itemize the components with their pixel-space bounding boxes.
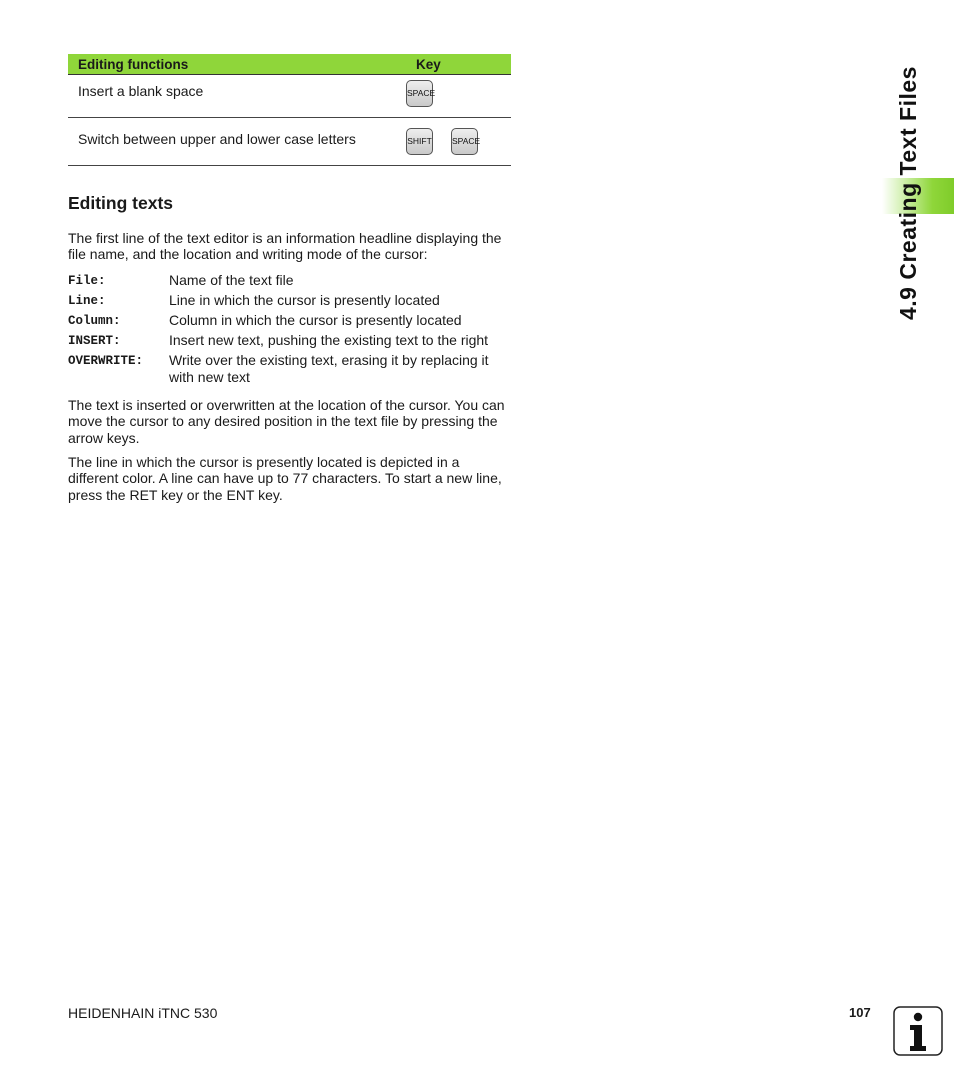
table-header-row bbox=[68, 54, 511, 75]
intro-paragraph: The first line of the text editor is an information headline displaying the file name, and the location and writing mode of the cursor: bbox=[68, 230, 502, 263]
definition-row bbox=[68, 312, 513, 329]
definition-desc: Line in which the cursor is presently located bbox=[169, 292, 440, 309]
definition-row bbox=[68, 292, 513, 309]
shift-key-icon: SHIFT bbox=[406, 128, 433, 155]
definition-term: INSERT: bbox=[68, 334, 121, 349]
definition-list bbox=[68, 272, 513, 388]
header-key: Key bbox=[406, 54, 511, 75]
space-key-icon: SPACE bbox=[451, 128, 478, 155]
table-row bbox=[68, 75, 511, 118]
info-icon bbox=[893, 1006, 943, 1056]
definition-desc: Name of the text file bbox=[169, 272, 294, 288]
definition-term: Column: bbox=[68, 314, 121, 329]
page-number: 107 bbox=[849, 1005, 871, 1020]
row-label: Switch between upper and lower case letters bbox=[68, 118, 406, 166]
space-key-icon: SPACE bbox=[406, 80, 433, 107]
editing-functions-table bbox=[68, 54, 511, 166]
definition-term: Line: bbox=[68, 294, 106, 309]
cursor-paragraph: The text is inserted or overwritten at the location of the cursor. You can move the cursor to any desired position in the text file by pressing the arrow keys. bbox=[68, 397, 505, 446]
definition-row bbox=[68, 352, 513, 385]
definition-row bbox=[68, 272, 513, 289]
row-keys bbox=[406, 118, 511, 166]
definition-row bbox=[68, 332, 513, 349]
definition-desc: Column in which the cursor is presently located bbox=[169, 312, 462, 329]
section-title: Editing texts bbox=[68, 193, 174, 213]
table-row bbox=[68, 118, 511, 166]
header-functions: Editing functions bbox=[68, 54, 406, 75]
footer-manual-name: HEIDENHAIN iTNC 530 bbox=[68, 1005, 218, 1021]
chapter-title-text: 4.9 Creating Text Files bbox=[895, 66, 921, 320]
definition-term: OVERWRITE: bbox=[68, 354, 144, 369]
definition-desc: Write over the existing text, erasing it by replacing it with new text bbox=[169, 352, 489, 385]
row-keys bbox=[406, 75, 511, 118]
line-paragraph: The line in which the cursor is presently located is depicted in a different color. A line can have up to 77 characters. To start a new line, press the RET key or the ENT key. bbox=[68, 454, 502, 503]
definition-term: File: bbox=[68, 274, 106, 288]
definition-desc: Insert new text, pushing the existing text to the right bbox=[169, 332, 489, 349]
row-label: Insert a blank space bbox=[68, 75, 406, 118]
